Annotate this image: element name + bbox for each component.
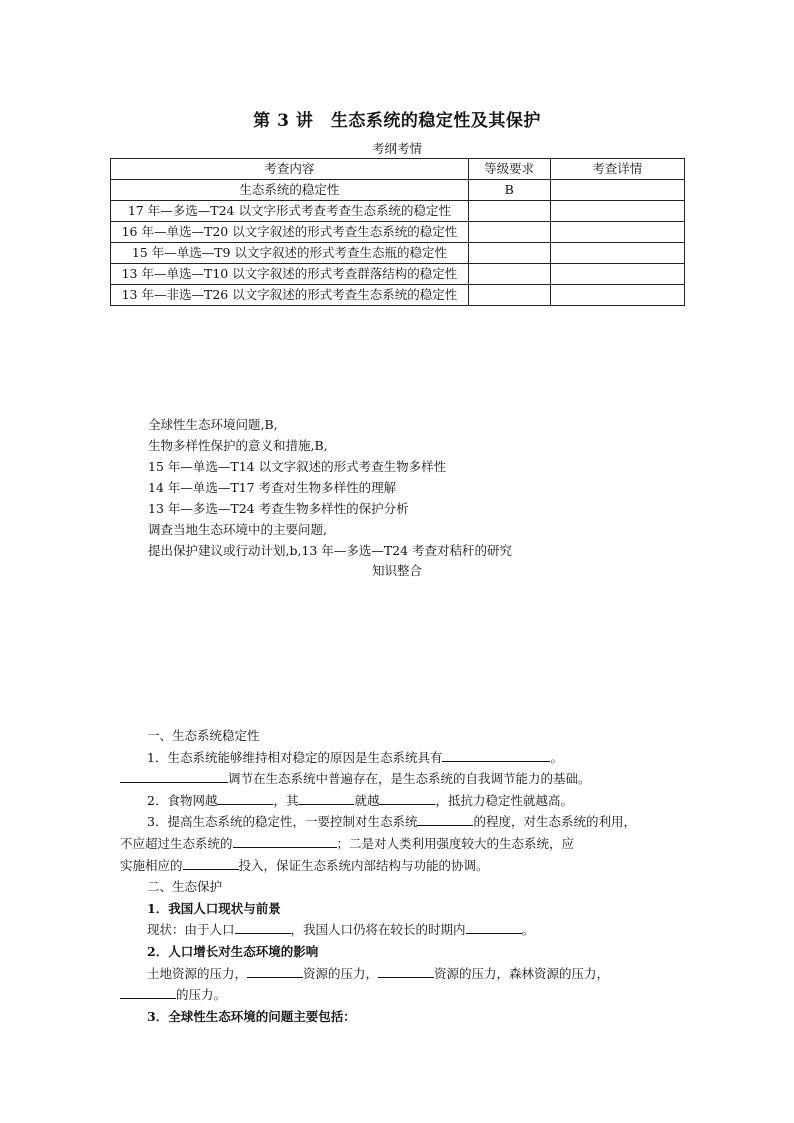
text: 调节在生态系统中普遍存在，是生态系统的自我调节能力的基础。: [228, 771, 591, 787]
text: 土地资源的压力，: [147, 965, 248, 981]
cell-level: [468, 243, 550, 264]
list-item: 调查当地生态环境中的主要问题,: [148, 522, 327, 537]
text: 。: [521, 922, 535, 938]
subheading: 2．人口增长对生态环境的影响: [147, 943, 319, 959]
outline-list: [148, 414, 512, 561]
fill-blank: [120, 985, 176, 999]
cell-content: 15 年—单选—T9 以文字叙述的形式考查生态瓶的稳定性: [111, 243, 469, 264]
question-3-cont: [120, 833, 680, 855]
exam-outline-table: [110, 158, 685, 306]
list-item: 提出保护建议或行动计划,b,13 年—多选—T24 考查对秸秆的研究: [148, 543, 513, 558]
text: 就越: [354, 792, 380, 808]
list-item: 15 年—单选—T14 以文字叙述的形式考查生物多样性: [148, 459, 447, 474]
cell-detail: [550, 285, 684, 306]
text: 现状：由于人口: [147, 922, 235, 938]
status-line: [120, 919, 680, 941]
list-item: 全球性生态环境问题,B,: [148, 417, 278, 432]
text: 资源的压力，森林资源的压力，: [434, 965, 610, 981]
text: ，抵抗力稳定性就越高。: [435, 792, 573, 808]
table-row: [111, 201, 685, 222]
cell-level: [468, 264, 550, 285]
cell-detail: [550, 180, 684, 201]
text: 3．提高生态系统的稳定性，一要控制对生态系统: [147, 814, 418, 830]
cell-content: 生态系统的稳定性: [111, 180, 469, 201]
section-heading: 一、生态系统稳定性: [147, 728, 260, 743]
fill-blank: [466, 920, 522, 934]
list-item: 13 年—多选—T24 考查生物多样性的保护分析: [148, 501, 409, 516]
knowledge-body: [120, 725, 680, 1027]
cell-level: [468, 285, 550, 306]
cell-content: 13 年—单选—T10 以文字叙述的形式考查群落结构的稳定性: [111, 264, 469, 285]
header-level: 等级要求: [468, 159, 550, 180]
text: ；二是对人类利用强度较大的生态系统，应: [336, 835, 575, 851]
fill-blank: [442, 748, 550, 762]
text: ，我国人口仍将在较长的时期内: [290, 922, 466, 938]
text: 实施相应的: [120, 857, 183, 873]
table-header-row: [111, 159, 685, 180]
fill-blank: [120, 769, 228, 783]
cell-level: B: [468, 180, 550, 201]
fill-blank: [298, 791, 354, 805]
page-title: 第 3 讲 生态系统的稳定性及其保护: [253, 111, 541, 131]
text: 投入，保证生态系统内部结构与功能的协调。: [238, 857, 489, 873]
question-2: [120, 790, 680, 812]
table-row: [111, 285, 685, 306]
cell-detail: [550, 243, 684, 264]
impact-line-cont: [120, 984, 680, 1006]
cell-detail: [550, 264, 684, 285]
subheading: 3．全球性生态环境的问题主要包括：: [147, 1008, 356, 1024]
fill-blank: [379, 791, 435, 805]
question-1: [120, 747, 680, 769]
text: 1．生态系统能够维持相对稳定的原因是生态系统具有: [147, 749, 443, 765]
table-row: [111, 243, 685, 264]
fill-blank: [235, 920, 291, 934]
fill-blank: [247, 964, 303, 978]
section-heading: 二、生态保护: [147, 879, 223, 895]
cell-level: [468, 222, 550, 243]
fill-blank: [217, 791, 273, 805]
section-label: 知识整合: [371, 563, 422, 578]
question-3: [120, 811, 680, 833]
text: 。: [550, 749, 563, 765]
text: 的程度，对生态系统的利用，: [473, 814, 636, 830]
table-row: [111, 222, 685, 243]
text: 2．食物网越: [147, 792, 218, 808]
impact-line: [120, 963, 680, 985]
cell-content: 13 年—非选—T26 以文字叙述的形式考查生态系统的稳定性: [111, 285, 469, 306]
text: 资源的压力，: [303, 965, 379, 981]
subheading: 1．我国人口现状与前景: [147, 900, 281, 916]
question-1-cont: [120, 768, 680, 790]
table-caption: 考纲考情: [371, 141, 422, 156]
list-item: 14 年—单选—T17 考查对生物多样性的理解: [148, 480, 397, 495]
table-row: [111, 264, 685, 285]
cell-content: 16 年—单选—T20 以文字叙述的形式考查生态系统的稳定性: [111, 222, 469, 243]
cell-detail: [550, 201, 684, 222]
header-content: 考查内容: [111, 159, 469, 180]
text: 的压力。: [176, 987, 227, 1003]
fill-blank: [183, 856, 239, 870]
header-detail: 考查详情: [550, 159, 684, 180]
table-row: [111, 180, 685, 201]
text: 不应超过生态系统的: [120, 835, 233, 851]
cell-content: 17 年—多选—T24 以文字形式考查考查生态系统的稳定性: [111, 201, 469, 222]
fill-blank: [417, 812, 473, 826]
text: ，其: [273, 792, 299, 808]
fill-blank: [233, 834, 337, 848]
fill-blank: [378, 964, 434, 978]
list-item: 生物多样性保护的意义和措施,B,: [148, 438, 328, 453]
question-3-cont: [120, 855, 680, 877]
cell-detail: [550, 222, 684, 243]
cell-level: [468, 201, 550, 222]
